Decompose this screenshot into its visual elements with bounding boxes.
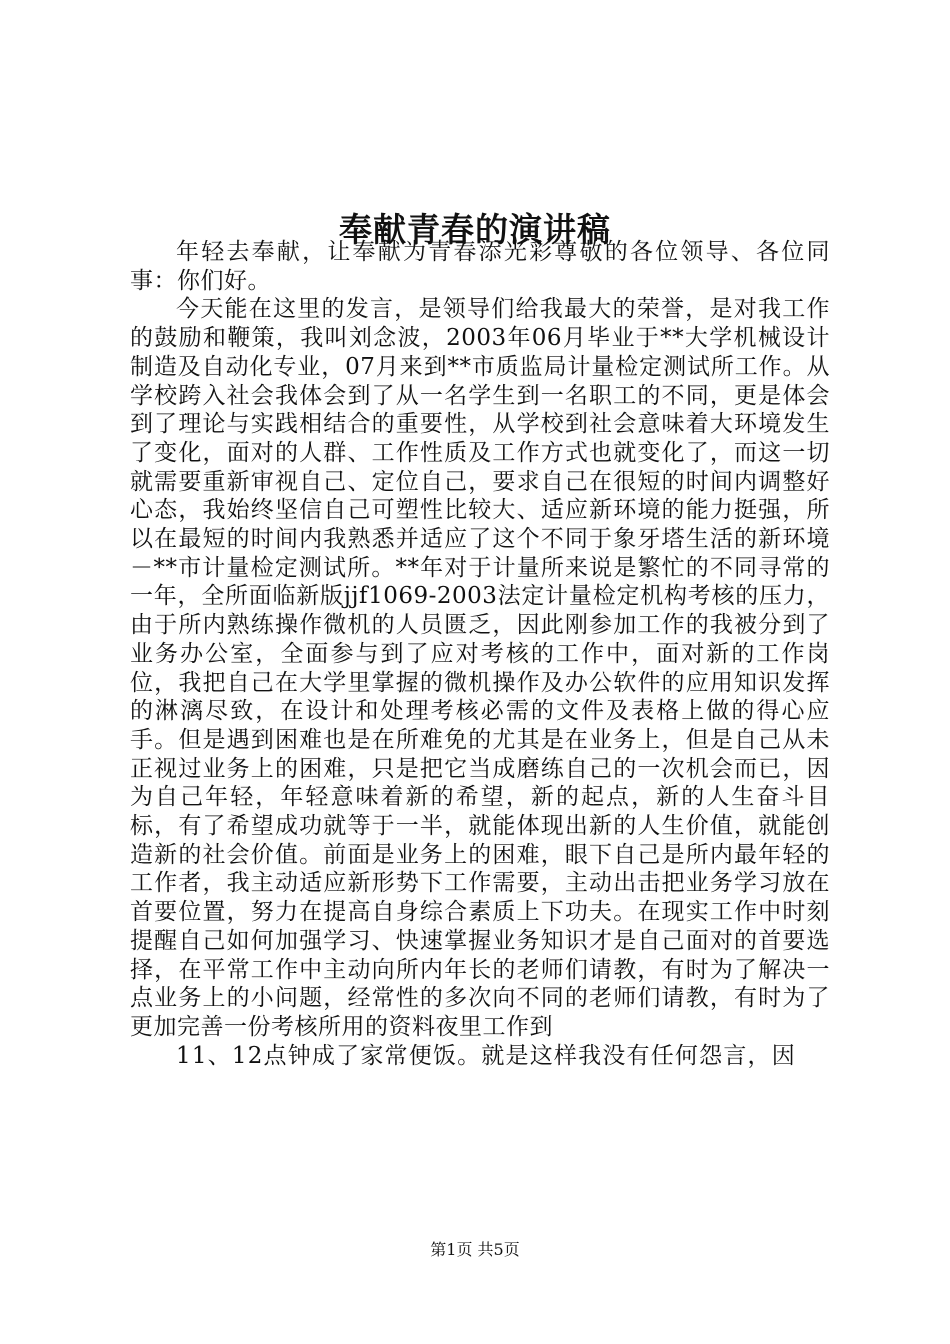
- page-number-footer: 第1页 共5页: [430, 1240, 520, 1259]
- document-title: 奉献青春的演讲稿: [339, 210, 611, 250]
- paragraph-main: 今天能在这里的发言，是领导们给我最大的荣誉，是对我工作的鼓励和鞭策，我叫刘念波，2003年06月毕业于**大学机械设计制造及自动化专业，07月来到**市质监局计量检定测试所工作。从学校跨入社会我体会到了从一名学生到一名职工的不同，更是体会到了理论与实践相结合的重要性，从学校到社会意味着大环境发生了变化，面对的人群、工作性质及工作方式也就变化了，而这一切就需要重新审视自己、定位自己，要求自己在很短的时间内调整好心态，我始终坚信自己可塑性比较大、适应新环境的能力挺强，所以在最短的时间内我熟悉并适应了这个不同于象牙塔生活的新环境－**市计量检定测试所。**年对于计量所来说是繁忙的不同寻常的一年，全所面临新版jjf1069-2003法定计量检定机构考核的压力，由于所内熟练操作微机的人员匮乏，因此刚参加工作的我被分到了业务办公室，全面参与到了应对考核的工作中，面对新的工作岗位，我把自己在大学里掌握的微机操作及办公软件的应用知识发挥的淋漓尽致，在设计和处理考核必需的文件及表格上做的得心应手。但是遇到困难也是在所难免的尤其是在业务上，但是自己从未正视过业务上的困难，只是把它当成磨练自己的一次机会而已，因为自己年轻，年轻意味着新的希望，新的起点，新的人生奋斗目标，有了希望成功就等于一半，就能体现出新的人生价值，就能创造新的社会价值。前面是业务上的困难，眼下自己是所内最年轻的工作者，我主动适应新形势下工作需要，主动出击把业务学习放在首要位置，努力在提高自身综合素质上下功夫。在现实工作中时刻提醒自己如何加强学习、快速掌握业务知识才是自己面对的首要选择，在平常工作中主动向所内年长的老师们请教，有时为了解决一点业务上的小问题，经常性的多次向不同的老师们请教，有时为了更加完善一份考核所用的资料夜里工作到: [130, 296, 830, 1040]
- paragraph-greeting: 年轻去奉献，让奉献为青春添光彩尊敬的各位领导、各位同事：你们好。: [130, 239, 830, 294]
- document-body: [130, 238, 830, 1070]
- paragraph-continuation: 11、12点钟成了家常便饭。就是这样我没有任何怨言，因: [176, 1042, 796, 1069]
